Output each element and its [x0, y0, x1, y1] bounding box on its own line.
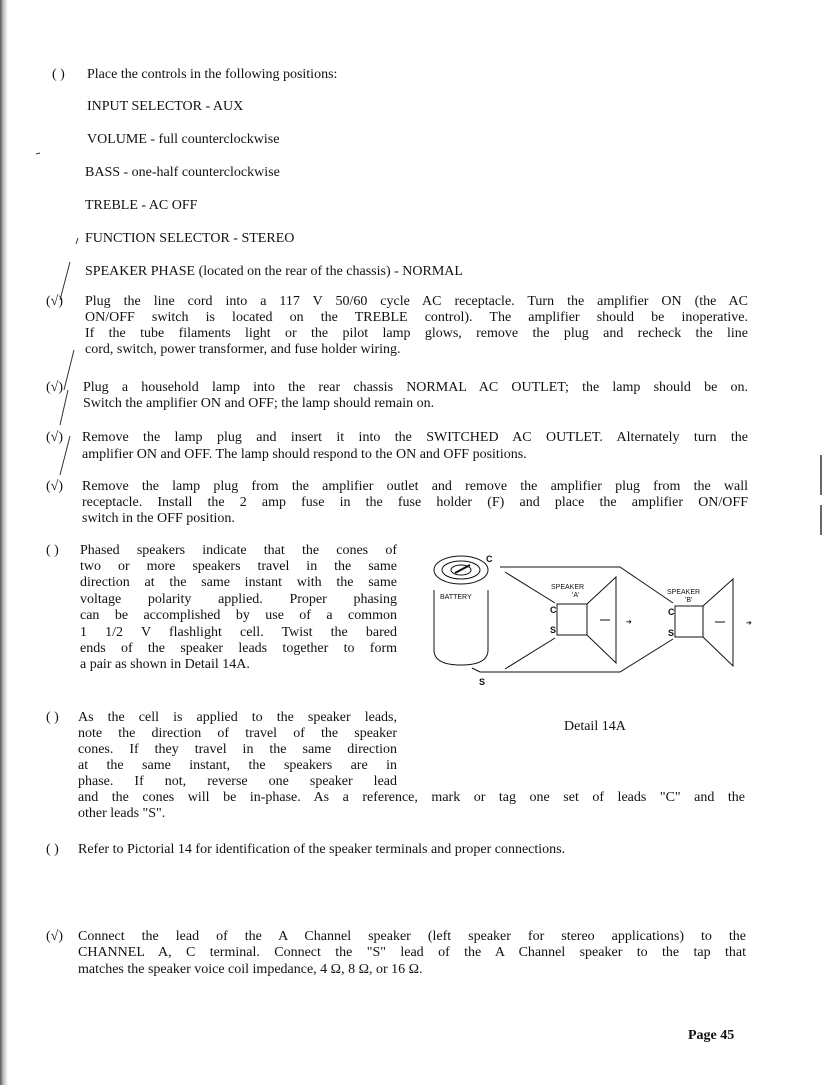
step-text: Remove the lamp plug and insert it into the SWITCHED AC OUTLET. Alternately turn the [82, 430, 748, 445]
step-text: ON/OFF switch is located on the TREBLE control). The amplifier should be inoperative. [85, 310, 748, 325]
speaker-b-label: 'B' [685, 597, 693, 604]
page-number: Page 45 [688, 1028, 735, 1043]
step-text: voltage polarity applied. Proper phasing [80, 592, 397, 607]
control-setting: BASS - one-half counterclockwise [85, 165, 280, 180]
control-setting: FUNCTION SELECTOR - STEREO [85, 231, 295, 246]
step-text: Phased speakers indicate that the cones of [80, 543, 397, 558]
step-text: Remove the lamp plug from the amplifier outlet and remove the amplifier plug from the wall [82, 479, 748, 494]
step-text: Plug the line cord into a 117 V 50/60 cycle AC receptacle. Turn the amplifier ON (the AC [85, 294, 748, 309]
speaker-b-c-label: C [668, 607, 675, 617]
step-text: receptacle. Install the 2 amp fuse in the fuse holder (F) and place the amplifier ON/OFF [82, 495, 748, 510]
speaker-a-label: SPEAKER [551, 584, 585, 591]
wires [472, 567, 673, 672]
step-text: switch in the OFF position. [82, 511, 235, 526]
step-text: 1 1/2 V flashlight cell. Twist the bared [80, 625, 397, 640]
step-text: phase. If not, reverse one speaker lead [78, 774, 397, 789]
speaker-a-c-label: C [550, 605, 557, 615]
checkbox[interactable]: (√) [46, 929, 64, 944]
speaker-a-s-label: S [550, 625, 557, 635]
step-text: other leads "S". [78, 806, 166, 821]
checkbox[interactable]: (√) [46, 479, 64, 494]
step-text: direction at the same instant with the same [80, 575, 397, 590]
step-text: Connect the lead of the A Channel speaker (left speaker for stereo applications) to the [78, 929, 746, 944]
step-text: Switch the amplifier ON and OFF; the lamp should remain on. [83, 396, 435, 411]
step-text: cord, switch, power transformer, and fuse holder wiring. [85, 342, 401, 357]
step-text: can be accomplished by use of a common [80, 608, 397, 623]
step-text: Refer to Pictorial 14 for identification of the speaker terminals and proper connections. [78, 842, 566, 857]
lead-s-label: S [479, 677, 486, 687]
step-text: If the tube filaments light or the pilot lamp glows, remove the plug and recheck the line [85, 326, 748, 341]
control-setting: INPUT SELECTOR - AUX [87, 99, 244, 114]
step-text: cones. If they travel in the same direction [78, 742, 397, 757]
control-setting: TREBLE - AC OFF [85, 198, 198, 213]
speaker-b-s-label: S [668, 628, 675, 638]
checkbox[interactable]: (√) [46, 430, 64, 445]
speaker-b-label: SPEAKER [667, 589, 701, 596]
arrow: ➔ [746, 620, 752, 627]
checkbox[interactable]: ( ) [46, 842, 59, 857]
arrow: ➔ [626, 619, 632, 626]
checkbox[interactable]: ( ) [46, 543, 59, 558]
step-text: Plug a household lamp into the rear chassis NORMAL AC OUTLET; the lamp should be on. [83, 380, 748, 395]
step-text: note the direction of travel of the speaker [78, 726, 397, 741]
checkbox[interactable]: ( ) [52, 67, 65, 82]
lead-c-label: C [486, 554, 493, 564]
control-setting: SPEAKER PHASE (located on the rear of the chassis) - NORMAL [85, 264, 463, 279]
step-text: and the cones will be in-phase. As a reference, mark or tag one set of leads "C" and the [78, 790, 745, 805]
diagram-caption: Detail 14A [564, 719, 626, 734]
step-text: ends of the speaker leads together to form [80, 641, 397, 656]
step-text: matches the speaker voice coil impedance, 4 Ω, 8 Ω, or 16 Ω. [78, 962, 423, 977]
checkbox[interactable]: (√) [46, 294, 64, 309]
step-text: at the same instant, the speakers are in [78, 758, 397, 773]
step-text: amplifier ON and OFF. The lamp should respond to the ON and OFF positions. [82, 447, 527, 462]
battery-icon [434, 556, 488, 665]
intro-text: Place the controls in the following positions: [87, 67, 338, 82]
checkbox[interactable]: (√) [46, 380, 64, 395]
battery-label: BATTERY [440, 594, 472, 601]
step-text: CHANNEL A, C terminal. Connect the "S" lead of the A Channel speaker to the tap that [78, 945, 746, 960]
step-text: As the cell is applied to the speaker leads, [78, 710, 397, 725]
speaker-a-label: 'A' [572, 592, 580, 599]
step-text: two or more speakers travel in the same [80, 559, 397, 574]
step-text: a pair as shown in Detail 14A. [80, 657, 250, 672]
detail-14a-diagram [420, 545, 770, 745]
checkbox[interactable]: ( ) [46, 710, 59, 725]
control-setting: VOLUME - full counterclockwise [87, 132, 280, 147]
